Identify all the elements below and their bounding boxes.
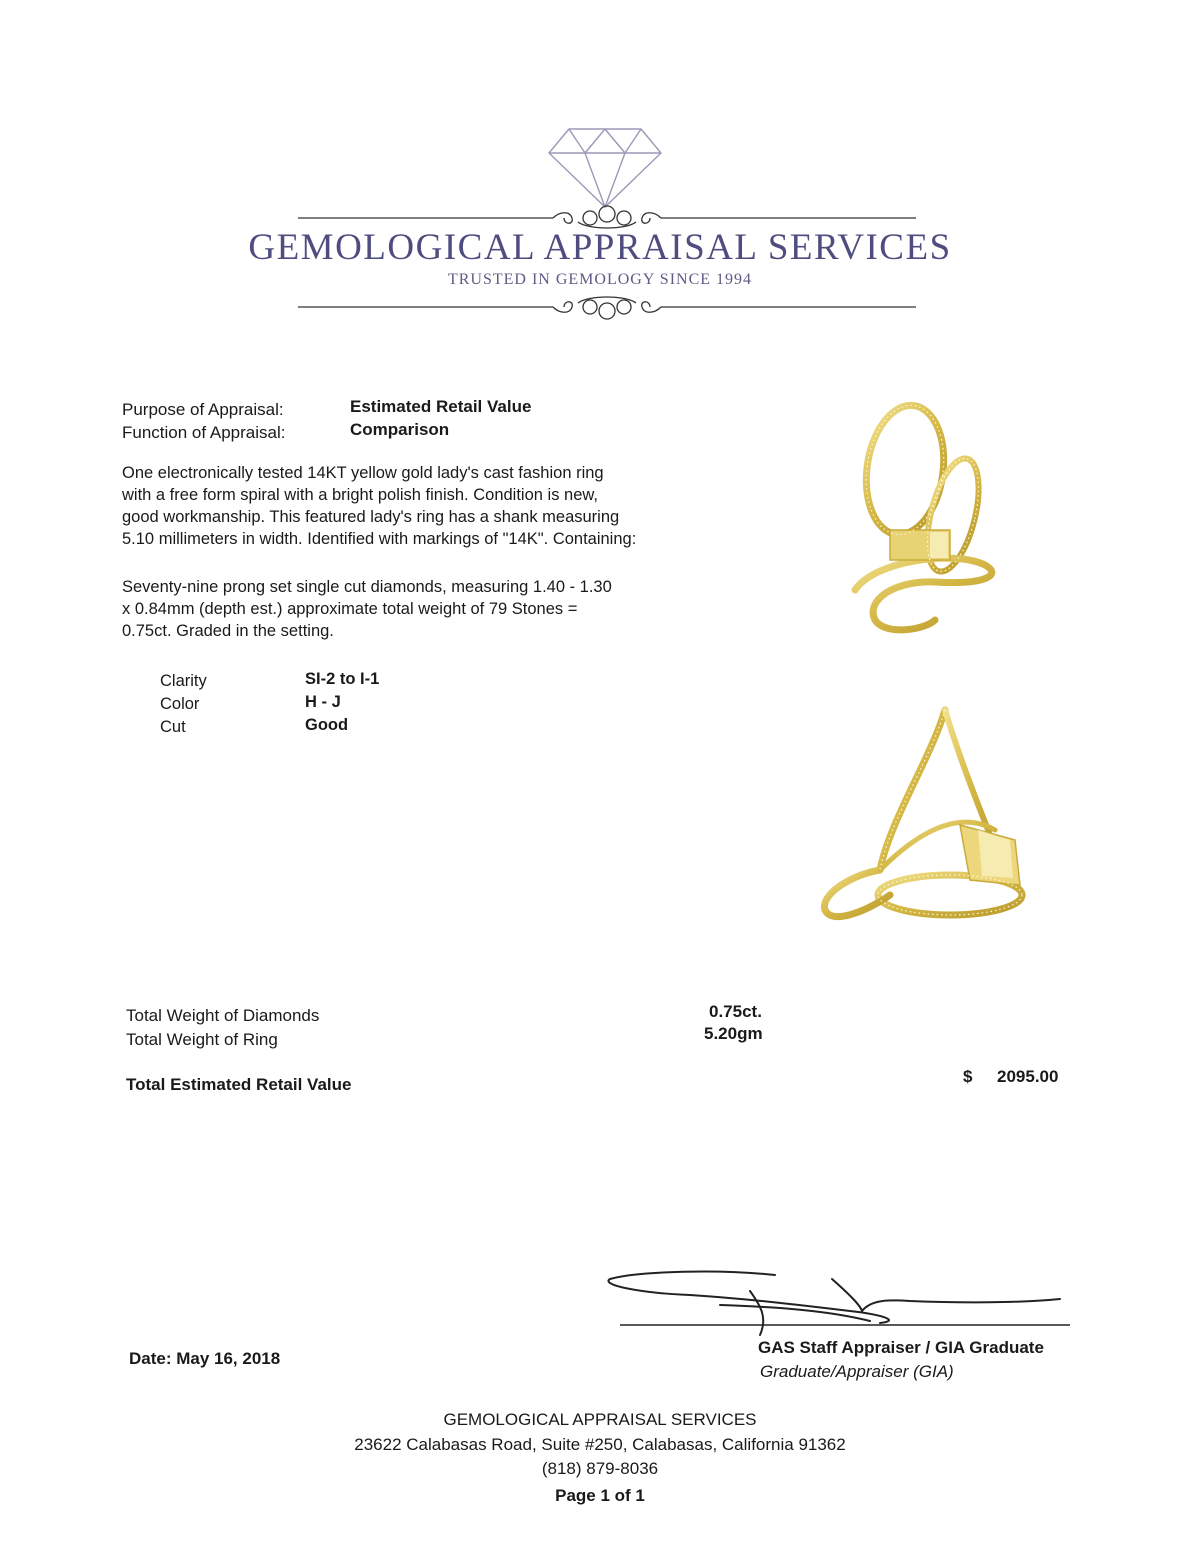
function-value: Comparison <box>350 420 450 439</box>
grade-value: Good <box>305 716 349 734</box>
company-logo <box>0 0 1200 340</box>
total-ring-weight-value: 5.20gm <box>704 1024 763 1043</box>
description-line: 5.10 millimeters in width. Identified with markings of "14K". Containing: <box>122 530 637 548</box>
appraiser-title: GAS Staff Appraiser / GIA Graduate <box>758 1338 1044 1357</box>
diamond-line: Seventy-nine prong set single cut diamonds, measuring 1.40 - 1.30 <box>122 578 612 596</box>
company-name: GEMOLOGICAL APPRAISAL SERVICES <box>248 227 952 268</box>
footer-company: GEMOLOGICAL APPRAISAL SERVICES <box>443 1410 757 1429</box>
grade-row-clarity <box>160 670 460 693</box>
grade-row-cut <box>160 716 460 739</box>
appraiser-subtitle: Graduate/Appraiser (GIA) <box>760 1362 954 1381</box>
diamond-icon <box>545 125 665 210</box>
footer-phone: (818) 879-8036 <box>541 1459 659 1478</box>
currency-symbol: $ <box>963 1067 973 1086</box>
grade-value: H - J <box>305 693 341 711</box>
grade-value: SI-2 to I-1 <box>305 670 380 688</box>
page-number: Page 1 of 1 <box>555 1486 645 1505</box>
item-description <box>122 462 762 550</box>
total-diamond-weight-value: 0.75ct. <box>709 1002 762 1021</box>
bottom-ornament-divider <box>298 293 916 323</box>
grade-row-color <box>160 693 460 716</box>
appraiser-signature <box>600 1265 1080 1340</box>
purpose-value: Estimated Retail Value <box>350 397 532 416</box>
total-retail-value-label: Total Estimated Retail Value <box>126 1075 352 1094</box>
footer-address: 23622 Calabasas Road, Suite #250, Calabasas, California 91362 <box>354 1435 846 1454</box>
function-label: Function of Appraisal: <box>122 423 286 442</box>
grades-table <box>160 670 460 739</box>
total-ring-weight-label: Total Weight of Ring <box>126 1030 278 1049</box>
company-tagline: TRUSTED IN GEMOLOGY SINCE 1994 <box>447 271 753 288</box>
total-diamond-weight-label: Total Weight of Diamonds <box>126 1006 320 1025</box>
grade-label: Cut <box>160 718 186 736</box>
description-line: good workmanship. This featured lady's ring has a shank measuring <box>122 508 620 526</box>
description-line: One electronically tested 14KT yellow gold lady's cast fashion ring <box>122 464 604 482</box>
diamond-description <box>122 576 762 642</box>
diamond-line: 0.75ct. Graded in the setting. <box>122 622 334 640</box>
diamond-line: x 0.84mm (depth est.) approximate total weight of 79 Stones = <box>122 600 578 618</box>
ring-photo-front <box>835 400 1005 640</box>
purpose-label: Purpose of Appraisal: <box>122 400 284 419</box>
grade-label: Color <box>160 695 200 713</box>
total-retail-value: 2095.00 <box>997 1067 1059 1086</box>
description-line: with a free form spiral with a bright polish finish. Condition is new, <box>122 486 598 504</box>
appraisal-date: Date: May 16, 2018 <box>129 1349 281 1368</box>
grade-label: Clarity <box>160 672 207 690</box>
ring-photo-side <box>810 700 1040 930</box>
